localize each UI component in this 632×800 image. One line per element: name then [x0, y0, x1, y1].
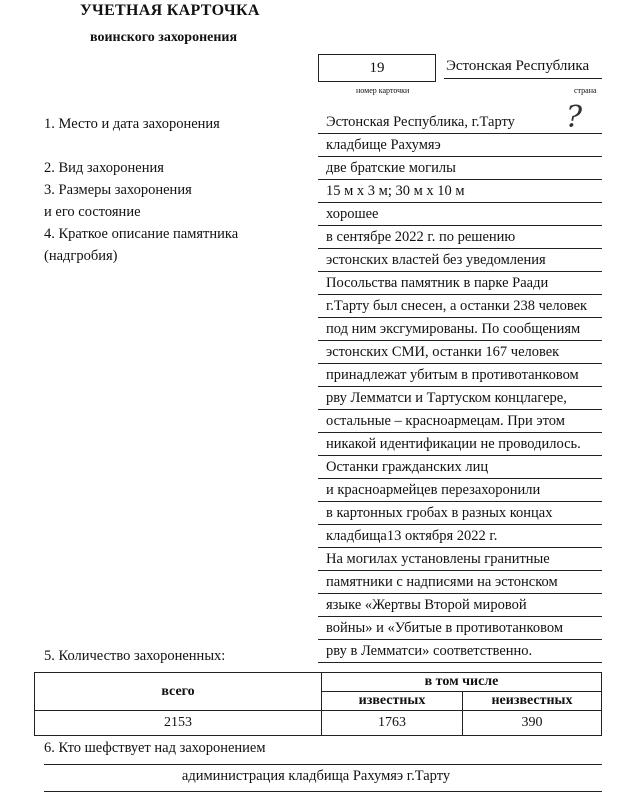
handwritten-question-mark: ?	[566, 100, 583, 135]
unknown-count: 390	[463, 711, 602, 736]
field-label-size: 3. Размеры захоронения	[44, 182, 192, 198]
header-total: всего	[35, 673, 322, 711]
header-unknown: неизвестных	[463, 692, 602, 711]
count-label: 5. Количество захороненных:	[44, 648, 226, 664]
field-label-condition: и его состояние	[44, 204, 141, 220]
answer-line: принадлежат убитым в противотанковом	[318, 364, 602, 387]
answer-line: Останки гражданских лиц	[318, 456, 602, 479]
patron-label: 6. Кто шефствует над захоронением	[44, 740, 266, 756]
answer-line: в картонных гробах в разных концах	[318, 502, 602, 525]
country-value: Эстонская Республика	[446, 58, 590, 74]
card-title: УЧЕТНАЯ КАРТОЧКА	[80, 2, 260, 19]
answers-column	[318, 111, 602, 663]
answer-line: остальные – красноармецам. При этом	[318, 410, 602, 433]
answer-line: 15 м х 3 м; 30 м х 10 м	[318, 180, 602, 203]
answer-line: памятники с надписями на эстонском	[318, 571, 602, 594]
answer-line: войны» и «Убитые в противотанковом	[318, 617, 602, 640]
field-label-monument-note: (надгробия)	[44, 248, 118, 264]
answer-line: Посольства памятник в парке Раади	[318, 272, 602, 295]
header-known: известных	[322, 692, 463, 711]
known-count: 1763	[322, 711, 463, 736]
header-including: в том числе	[322, 673, 602, 692]
answer-line: и красноармейцев перезахоронили	[318, 479, 602, 502]
field-label-monument: 4. Краткое описание памятника	[44, 226, 239, 242]
card-number-box: 19	[318, 54, 436, 82]
patron-bottom-rule	[44, 791, 602, 792]
answer-line: эстонских СМИ, останки 167 человек	[318, 341, 602, 364]
answer-line: хорошее	[318, 203, 602, 226]
field-label-place-date: 1. Место и дата захоронения	[44, 116, 220, 132]
patron-value: адиминистрация кладбища Рахумяэ г.Тарту	[181, 768, 451, 784]
answer-line: в сентябре 2022 г. по решению	[318, 226, 602, 249]
total-count: 2153	[35, 711, 322, 736]
field-label-burial-type: 2. Вид захоронения	[44, 160, 164, 176]
answer-line: эстонских властей без уведомления	[318, 249, 602, 272]
answer-line: рву Лемматси и Тартуском концлагере,	[318, 387, 602, 410]
answer-line: кладбище Рахумяэ	[318, 134, 602, 157]
answer-line: На могилах установлены гранитные	[318, 548, 602, 571]
answer-line: рву в Лемматси» соответственно.	[318, 640, 602, 663]
country-underline	[444, 78, 602, 79]
answer-line: кладбища13 октября 2022 г.	[318, 525, 602, 548]
answer-line: никакой идентификации не проводилось.	[318, 433, 602, 456]
answer-line: две братские могилы	[318, 157, 602, 180]
answer-line: под ним эксгумированы. По сообщениям	[318, 318, 602, 341]
country-caption: страна	[574, 86, 597, 95]
card-subtitle: воинского захоронения	[90, 30, 238, 45]
answer-line: Эстонская Республика, г.Тарту	[318, 111, 602, 134]
patron-top-rule	[44, 764, 602, 765]
answer-line: г.Тарту был снесен, а останки 238 человек	[318, 295, 602, 318]
burial-count-table	[34, 672, 602, 736]
answer-line: языке «Жертвы Второй мировой	[318, 594, 602, 617]
card-number-caption: номер карточки	[356, 86, 410, 95]
